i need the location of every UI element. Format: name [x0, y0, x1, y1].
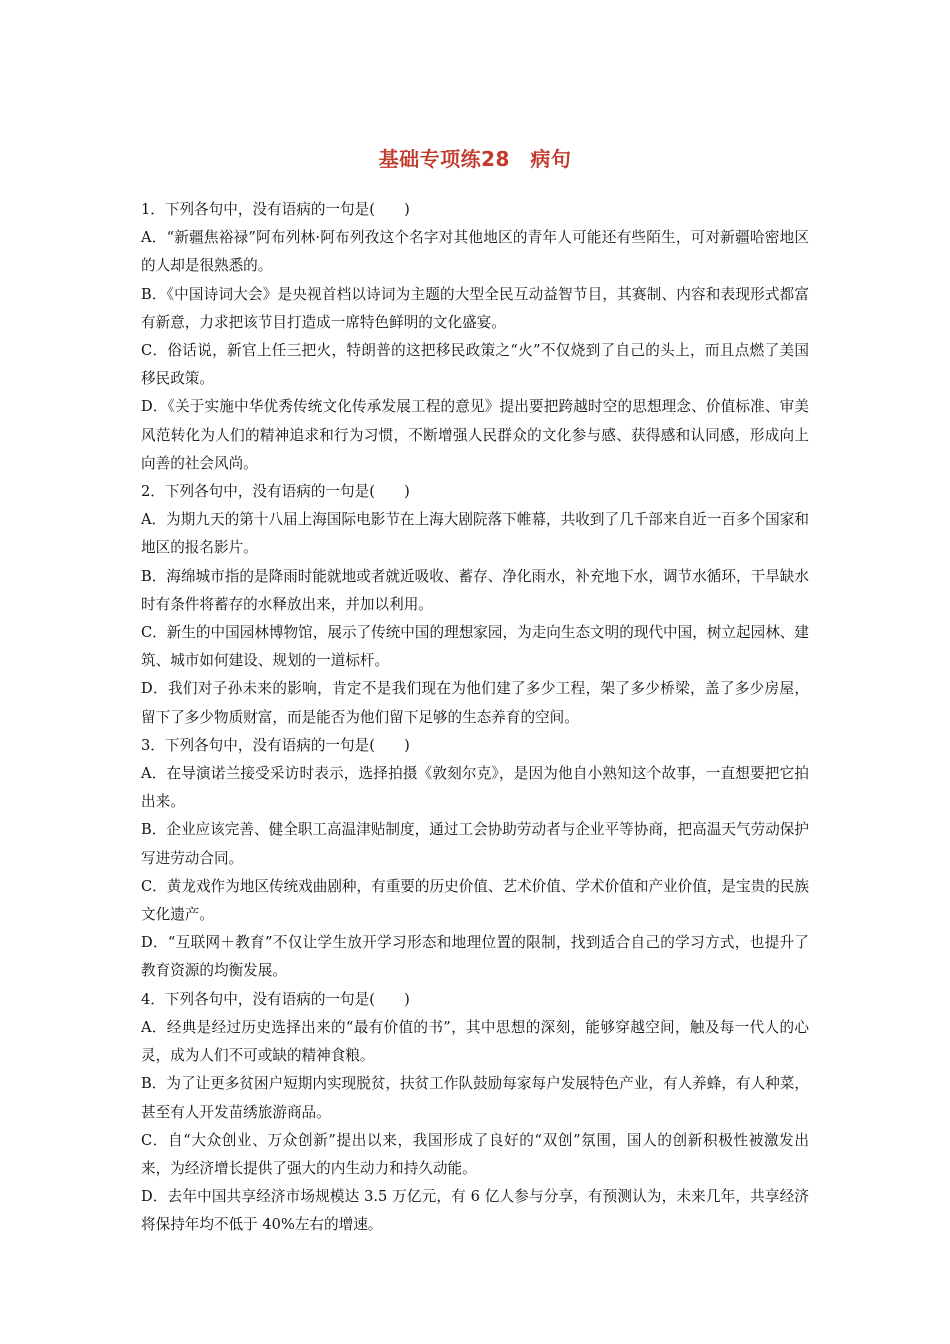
option-a: A．为期九天的第十八届上海国际电影节在上海大剧院落下帷幕，共收到了几千部来自近一百多个国家和地区的报名影片。: [141, 511, 809, 557]
question-4: [141, 986, 809, 1240]
question-stem: 3．下列各句中，没有语病的一句是( ): [141, 736, 410, 754]
option-d: D．去年中国共享经济市场规模达 3.5 万亿元，有 6 亿人参与分享，有预测认为，未来几年，共享经济将保持年均不低于 40%左右的增速。: [141, 1188, 809, 1234]
page-title: 基础专项练28 病句: [378, 147, 572, 171]
question-stem: 4．下列各句中，没有语病的一句是( ): [141, 990, 410, 1008]
question-stem: 1．下列各句中，没有语病的一句是( ): [141, 201, 410, 218]
option-d: D．我们对子孙未来的影响，肯定不是我们现在为他们建了多少工程，架了多少桥梁，盖了多少房屋，留下了多少物质财富，而是能否为他们留下足够的生态养育的空间。: [141, 680, 809, 726]
option-c: C．黄龙戏作为地区传统戏曲剧种，有重要的历史价值、艺术价值、学术价值和产业价值，是宝贵的民族文化遗产。: [141, 877, 809, 924]
option-a: A．经典是经过历史选择出来的“最有价值的书”，其中思想的深刻，能够穿越空间，触及每一代人的心灵，成为人们不可或缺的精神食粮。: [141, 1018, 809, 1065]
question-list: [141, 196, 809, 1240]
option-c: C．自“大众创业、万众创新”提出以来，我国形成了良好的“双创”氛围，国人的创新积极性被激发出来，为经济增长提供了强大的内生动力和持久动能。: [141, 1131, 809, 1177]
option-b: B．企业应该完善、健全职工高温津贴制度，通过工会协助劳动者与企业平等协商，把高温天气劳动保护写进劳动合同。: [141, 821, 809, 867]
question-1: [141, 196, 809, 478]
question-stem: 2．下列各句中，没有语病的一句是( ): [141, 483, 410, 501]
option-c: C．新生的中国园林博物馆，展示了传统中国的理想家园，为走向生态文明的现代中国，树立起园林、建筑、城市如何建设、规划的一道标杆。: [141, 624, 809, 670]
option-d: D．《关于实施中华优秀传统文化传承发展工程的意见》提出要把跨越时空的思想理念、价值标准、审美风范转化为人们的精神追求和行为习惯，不断增强人民群众的文化参与感、获得感和认同感，形成向上向善的社会风尚。: [141, 398, 809, 472]
option-a: A．“新疆焦裕禄”阿布列林·阿布列孜这个名字对其他地区的青年人可能还有些陌生，可对新疆哈密地区的人却是很熟悉的。: [141, 229, 809, 275]
option-b: B．为了让更多贫困户短期内实现脱贫，扶贫工作队鼓励每家每户发展特色产业，有人养蜂，有人种菜，甚至有人开发苗绣旅游商品。: [141, 1075, 809, 1121]
option-d: D．“互联网＋教育”不仅让学生放开学习形态和地理位置的限制，找到适合自己的学习方式，也提升了教育资源的均衡发展。: [141, 934, 809, 980]
option-b: B．《中国诗词大会》是央视首档以诗词为主题的大型全民互动益智节目，其赛制、内容和表现形式都富有新意，力求把该节目打造成一席特色鲜明的文化盛宴。: [141, 285, 809, 331]
question-3: [141, 732, 809, 986]
question-2: [141, 478, 809, 732]
option-b: B．海绵城市指的是降雨时能就地或者就近吸收、蓄存、净化雨水，补充地下水，调节水循环，干旱缺水时有条件将蓄存的水释放出来，并加以利用。: [141, 567, 809, 613]
option-c: C．俗话说，新官上任三把火，特朗普的这把移民政策之“火”不仅烧到了自己的头上，而且点燃了美国移民政策。: [141, 342, 809, 388]
option-a: A．在导演诺兰接受采访时表示，选择拍摄《敦刻尔克》，是因为他自小熟知这个故事，一直想要把它拍出来。: [141, 765, 809, 811]
